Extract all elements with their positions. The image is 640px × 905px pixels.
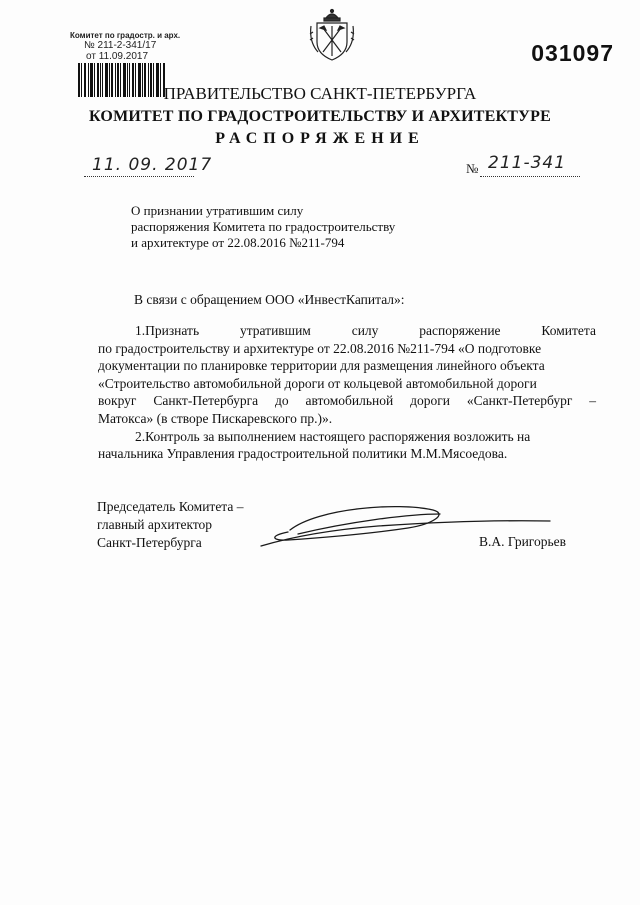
- body-line-text: по градостроительству и архитектуре от 22.08.2016 №211-794 «О подготовке: [98, 340, 542, 356]
- word: силу: [351, 323, 379, 338]
- order-body: [98, 322, 596, 463]
- word: «Санкт-Петербург: [466, 393, 573, 409]
- body-line: [98, 410, 596, 428]
- stamp-reg-date: от 11.09.2017: [86, 51, 149, 62]
- body-line: [98, 322, 596, 340]
- subject-line: распоряжения Комитета по градостроительству: [131, 219, 396, 234]
- body-line: [98, 340, 596, 358]
- subject-line: и архитектуре от 22.08.2016 №211-794: [131, 235, 345, 250]
- word: Комитета: [541, 323, 596, 338]
- body-line: [98, 375, 596, 393]
- grounds-statement: В связи с обращением ООО «ИнвестКапитал»:: [134, 292, 405, 307]
- body-line-text: Матокса» (в створе Пискаревского пр.)».: [98, 410, 333, 426]
- body-line-text: документации по планировке территории для размещения линейного объекта: [98, 358, 545, 374]
- stamp-organization: Комитет по градостр. и арх.: [70, 31, 181, 40]
- document-type-heading: РАСПОРЯЖЕНИЕ: [215, 130, 425, 147]
- body-line: [98, 357, 596, 375]
- body-line-text: 2.Контроль за выполнением настоящего распоряжения возложить на: [135, 428, 531, 444]
- word: автомобильной: [305, 393, 394, 409]
- word: Санкт-Петербурга: [153, 393, 259, 409]
- signatory-name: В.А. Григорьев: [479, 534, 567, 549]
- body-line-text: начальника Управления градостроительной политики М.М.Мясоедова.: [98, 446, 508, 462]
- body-line: [98, 445, 596, 463]
- word: утратившим: [239, 323, 311, 338]
- order-number-sign: №: [466, 161, 479, 176]
- document-number: 031097: [531, 40, 614, 66]
- word: распоряжение: [419, 323, 501, 338]
- word: до: [274, 393, 289, 409]
- word: вокруг: [98, 393, 137, 409]
- body-line: [98, 392, 596, 410]
- government-title: ПРАВИТЕЛЬСТВО САНКТ-ПЕТЕРБУРГА: [163, 84, 477, 103]
- number-underline: [480, 176, 580, 177]
- date-underline: [84, 176, 194, 177]
- committee-title: КОМИТЕТ ПО ГРАДОСТРОИТЕЛЬСТВУ И АРХИТЕКТУРЕ: [89, 108, 551, 125]
- position-line: Председатель Комитета –: [97, 499, 244, 514]
- subject-line: О признании утратившим силу: [131, 203, 304, 218]
- signatory-position: [97, 498, 244, 552]
- position-line: главный архитектор: [97, 517, 213, 532]
- stamp-reg-number: № 211-2-341/17: [84, 40, 157, 51]
- word: –: [589, 393, 596, 409]
- body-line: [98, 428, 596, 446]
- order-subject: [131, 203, 461, 251]
- word: 1.Признать: [135, 323, 200, 338]
- order-number-handwritten: 211-341: [488, 153, 567, 173]
- body-line-text: «Строительство автомобильной дороги от кольцевой автомобильной дороги: [98, 375, 537, 391]
- coat-of-arms-emblem: [309, 8, 355, 64]
- order-date-handwritten: 11. 09. 2017: [92, 155, 213, 175]
- position-line: Санкт-Петербурга: [97, 535, 202, 550]
- word: дороги: [410, 393, 450, 409]
